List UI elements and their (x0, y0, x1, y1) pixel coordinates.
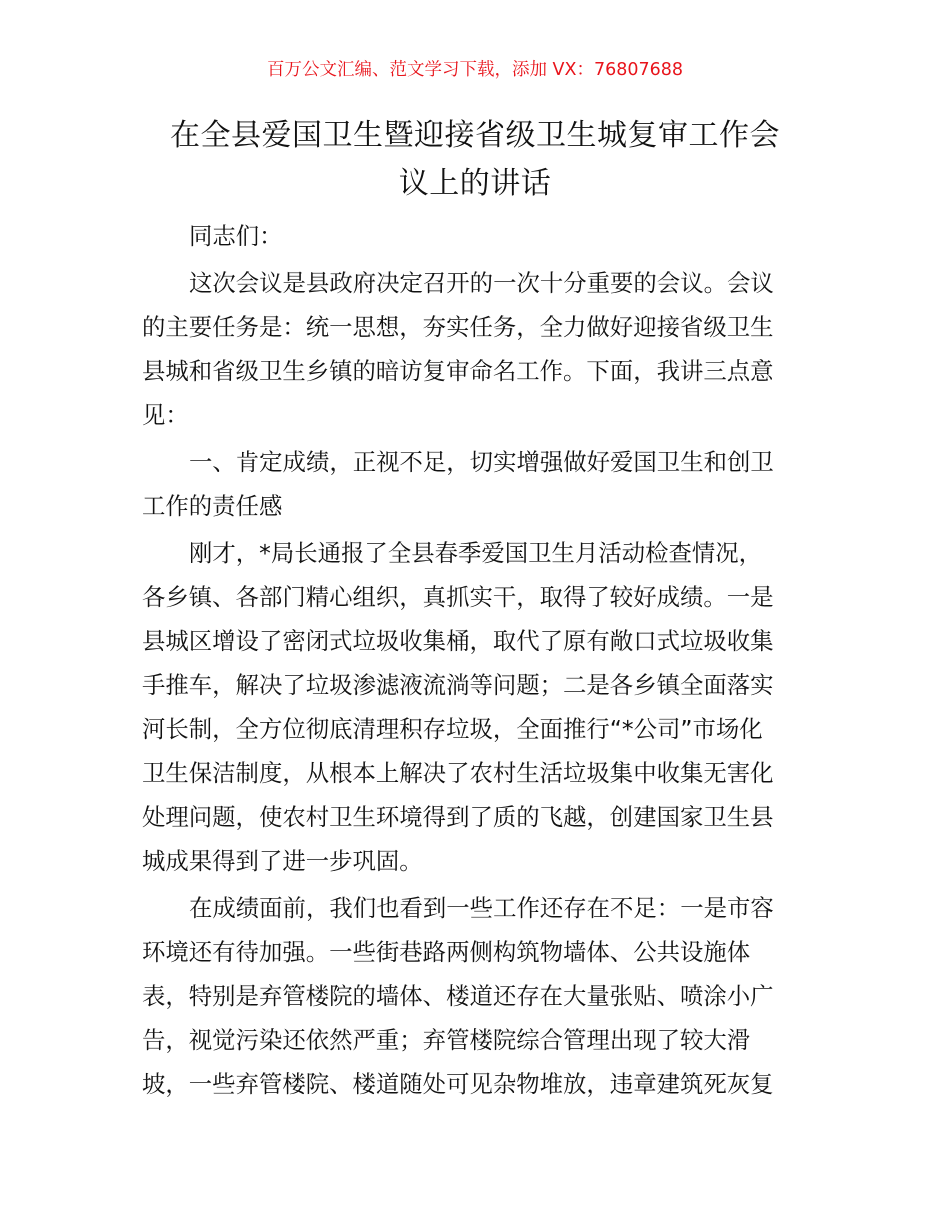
paragraph-achievements (142, 531, 810, 883)
paragraph-line: 城成果得到了进一步巩固。 (142, 847, 423, 875)
paragraph-line: 在成绩面前，我们也看到一些工作还存在不足：一是市容 (189, 894, 774, 922)
heading-line: 一、肯定成绩，正视不足，切实增强做好爱国卫生和创卫 (189, 448, 774, 476)
title-line-2: 议上的讲话 (398, 166, 552, 201)
paragraph-line: 表，特别是弃管楼院的墙体、楼道还存在大量张贴、喷涂小广 (142, 982, 774, 1010)
paragraph-line: 卫生保洁制度，从根本上解决了农村生活垃圾集中收集无害化 (142, 759, 774, 787)
document-title (140, 112, 810, 208)
title-line-1: 在全县爱国卫生暨迎接省级卫生城复审工作会 (170, 118, 780, 153)
salutation-text: 同志们： (189, 222, 283, 250)
paragraph-line: 坡，一些弃管楼院、楼道随处可见杂物堆放，违章建筑死灰复 (142, 1070, 774, 1098)
paragraph-shortcomings (142, 886, 810, 1106)
paragraph-line: 这次会议是县政府决定召开的一次十分重要的会议。会议 (189, 269, 774, 297)
paragraph-intro (142, 261, 810, 437)
paragraph-line: 手推车，解决了垃圾渗滤液流淌等问题；二是各乡镇全面落实 (142, 671, 774, 699)
paragraph-line: 告，视觉污染还依然严重；弃管楼院综合管理出现了较大滑 (142, 1026, 751, 1054)
paragraph-line: 县城和省级卫生乡镇的暗访复审命名工作。下面，我讲三点意 (142, 357, 774, 385)
paragraph-line: 处理问题，使农村卫生环境得到了质的飞越，创建国家卫生县 (142, 803, 774, 831)
paragraph-line: 见： (142, 401, 189, 429)
heading-line: 工作的责任感 (142, 492, 283, 520)
paragraph-line: 刚才，*局长通报了全县春季爱国卫生月活动检查情况， (189, 539, 763, 567)
paragraph-line: 县城区增设了密闭式垃圾收集桶，取代了原有敞口式垃圾收集 (142, 627, 774, 655)
document-body (142, 214, 810, 1106)
paragraph-line: 环境还有待加强。一些街巷路两侧构筑物墙体、公共设施体 (142, 938, 751, 966)
paragraph-line: 的主要任务是：统一思想，夯实任务，全力做好迎接省级卫生 (142, 313, 774, 341)
section-heading-1 (142, 440, 810, 528)
paragraph-line: 各乡镇、各部门精心组织，真抓实干，取得了较好成绩。一是 (142, 583, 774, 611)
salutation (142, 214, 810, 258)
paragraph-line: 河长制，全方位彻底清理积存垃圾，全面推行“*公司”市场化 (142, 715, 763, 743)
watermark-banner: 百万公文汇编、范文学习下载，添加 VX：76807688 (266, 60, 684, 80)
